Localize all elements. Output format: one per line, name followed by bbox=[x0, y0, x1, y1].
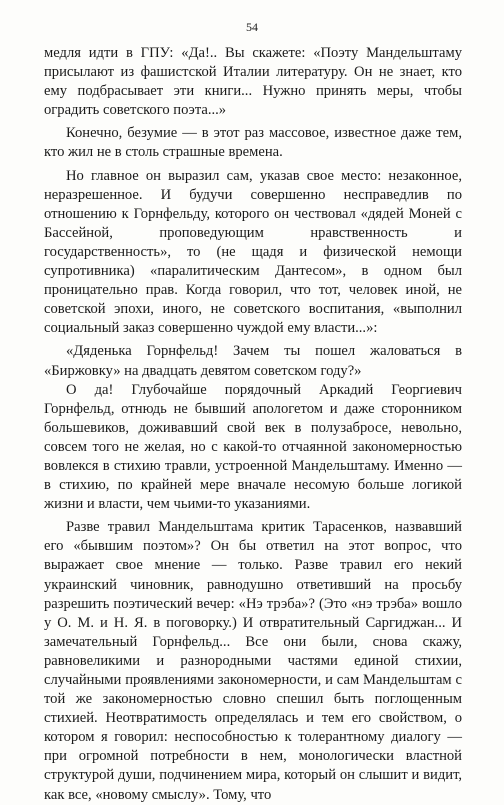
body-text bbox=[44, 44, 462, 805]
paragraph-1: медля идти в ГПУ: «Да!.. Вы скажете: «Поэту Мандельштаму присылают из фашистской Италии литературу. Он не знает, кто ему подбрасывает эти книги... Нужно принять меры, чтобы оградить советского поэта...» bbox=[44, 45, 462, 119]
paragraph-4: «Дяденька Горнфельд! Зачем ты пошел жаловаться в «Биржовку» на двадцать девятом советском году?» bbox=[44, 343, 462, 379]
paragraph-5: О да! Глубочайше порядочный Аркадий Георгиевич Горнфельд, отнюдь не бывший апологетом и даже сторонником большевиков, доживавший свой век в полузабросе, невольно, совсем того не желая, но с какой-то отчаянной закономерностью вовлекся в стихию травли, устроенной Мандельштаму. Именно — в стихию, по крайней мере вначале несомую больше логикой жизни и власти, чем чьими-то указаниями. bbox=[44, 381, 462, 513]
paragraph-3: Но главное он выразил сам, указав свое место: незаконное, неразрешенное. И будучи совершенно несправедлив по отношению к Горнфельду, которого он чествовал «дядей Моней с Бассейной, проповедующим нравственность и государственность», то (не щадя и физической немощи супротивника) «паралитическим Дантесом», в одном был проницательно прав. Когда говорил, что тот, человек иной, не советской эпохи, иного, не советского воспитания, «выполнил социальный заказ совершенно чуждой ему власти...»: bbox=[44, 167, 462, 337]
paragraph-2: Конечно, безумие — в этот раз массовое, известное даже тем, кто жил не в столь страшные времена. bbox=[44, 125, 462, 161]
page-number: 54 bbox=[246, 20, 258, 34]
paragraph-6: Разве травил Мандельштама критик Тарасенков, назвавший его «бывшим поэтом»? Он бы ответил на этот вопрос, что выражает свое мнение — только. Разве травил его некий украинский чиновник, равнодушно ответивший на просьбу разрешить поэтический вечер: «Нэ трэба»? (Это «нэ трэба» вошло у О. М. и Н. Я. в поговорку.) И отвратительный Саргиджан... И замечательный Горнфельд... Все они были, снова скажу, равновеликими и разнородными частями единой стихии, случайными проявлениями закономерности, и сам Мандельштам с той же закономерностью словно спешил быть поглощенным стихией. Неотвратимость определялась и тем его свойством, о котором я говорил: неспособностью к толерантному диалогу — при огромной потребности в нем, монологически властной структурой души, подчинением мира, который он слышит и видит, как все, «новому смыслу». Тому, что bbox=[44, 519, 462, 803]
